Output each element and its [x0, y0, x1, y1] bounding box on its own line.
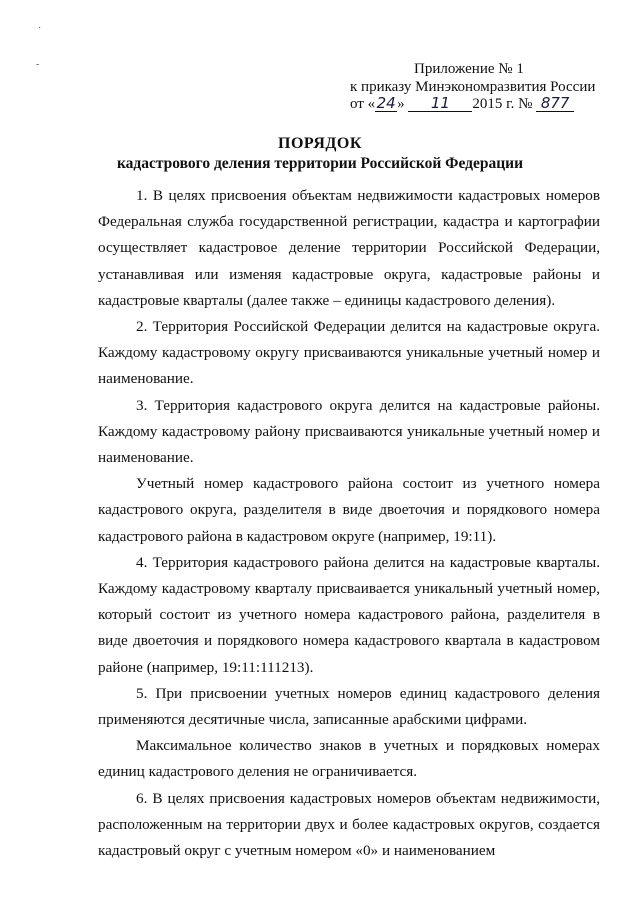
paragraph: Учетный номер кадастрового района состоит из учетного номера кадастрового округа, разделителя в виде двоеточия и порядкового номера кадастрового района в кадастровом округе (например, 19:11).	[98, 475, 600, 545]
paragraph: 5. При присвоении учетных номеров единиц кадастрового деления применяются десятичные числа, записанные арабскими цифрами.	[98, 684, 600, 729]
date-year: 2015 г. №	[472, 96, 533, 112]
paragraph: 2. Территория Российской Федерации делится на кадастровые округа. Каждому кадастровому округу присваиваются уникальные учетный номер и наименование.	[98, 318, 600, 388]
handwritten-order-number: 877	[536, 96, 574, 112]
scan-speck: -	[36, 59, 40, 70]
appendix-header	[350, 61, 610, 114]
paragraph: 4. Территория кадастрового района делится на кадастровые кварталы. Каждому кадастровому кварталу присваивается уникальный учетный номер, который состоит из учетного номера кадастрового района, разделителя в виде двоеточия и порядкового номера кадастрового квартала в кадастровом районе (например, 19:11:111213).	[98, 553, 600, 676]
paragraph: Максимальное количество знаков в учетных и порядковых номерах единиц кадастрового деления не ограничивается.	[98, 737, 600, 781]
paragraph: 3. Территория кадастрового округа делится на кадастровые районы. Каждому кадастровому району присваиваются уникальные учетный номер и наименование.	[98, 396, 600, 467]
date-prefix: от «	[350, 96, 376, 112]
appendix-date-line	[350, 96, 610, 114]
appendix-order-ref: к приказу Минэкономразвития России	[350, 78, 596, 95]
date-quote: »	[397, 96, 405, 112]
scan-speck: ·	[38, 23, 42, 34]
handwritten-month: 11	[408, 96, 472, 112]
appendix-number: Приложение № 1	[414, 61, 524, 77]
document-subtitle: кадастрового деления территории Российской Федерации	[116, 155, 524, 172]
handwritten-day: 24	[376, 94, 396, 112]
document-title: ПОРЯДОК	[278, 135, 362, 152]
document-body	[98, 183, 600, 864]
paragraph: 6. В целях присвоения кадастровых номеров объектам недвижимости, расположенным на территории двух и более кадастровых округов, создается кадастровый округ с учетным номером «0» и наименованием	[98, 789, 600, 860]
paragraph: 1. В целях присвоения объектам недвижимости кадастровых номеров Федеральная служба государственной регистрации, кадастра и картографии осуществляет кадастровое деление территории Российской Федерации, устанавливая или изменяя кадастровые округа, кадастровые районы и кадастровые кварталы (далее также – единицы кадастрового деления).	[98, 187, 600, 309]
